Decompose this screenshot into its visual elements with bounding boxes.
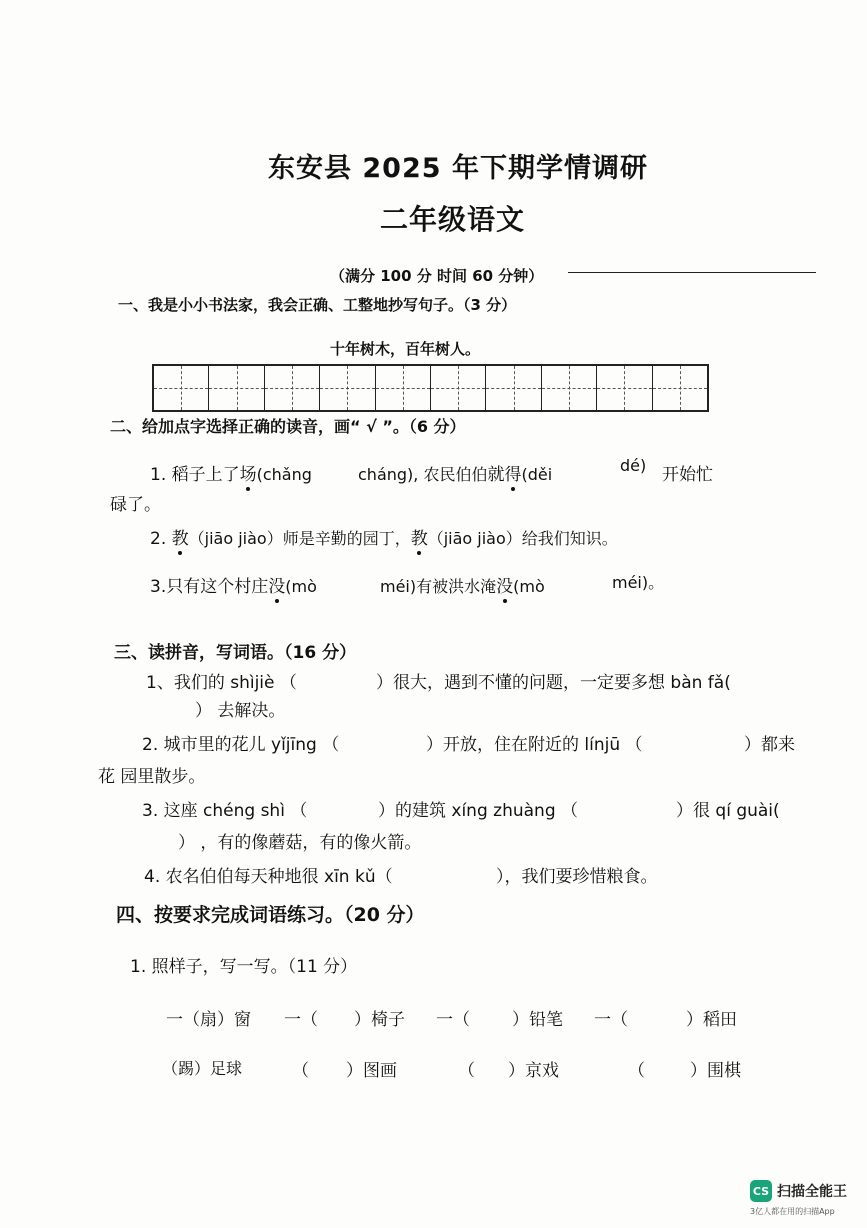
s2-q1-jiu: 就	[487, 465, 505, 485]
s2-q2-options-a[interactable]: （jiāo jiào）师是辛勤的园丁，	[188, 529, 411, 548]
s2-q3-option-b[interactable]: méi)有被洪水淹	[380, 577, 497, 596]
s2-q2-num: 2.	[150, 529, 167, 549]
s2-q1-line	[150, 460, 312, 485]
s3-q2-a: 2. 城市里的花儿 yǐjīng （	[142, 735, 340, 755]
grid-cell[interactable]	[542, 366, 597, 410]
s3-q2-continuation: 花 园里散步。	[98, 767, 206, 787]
s2-q2-options-b[interactable]: （jiāo jiào）给我们知识。	[427, 529, 618, 548]
s3-q2-b: ）开放，住在附近的 línjū （	[426, 735, 643, 755]
s4-q1-heading: 1. 照样子，写一写。（11 分）	[130, 957, 358, 977]
watermark-brand: 扫描全能王	[777, 1184, 847, 1200]
s2-q1-option-c[interactable]: (děi	[521, 465, 553, 484]
s3-q4-b: ），我们要珍惜粮食。	[496, 867, 658, 887]
s2-q2-dotted-char: 教	[171, 529, 189, 549]
s2-q2-dotted-char2: 教	[410, 529, 428, 549]
s2-q1-continuation: 碌了。	[110, 495, 161, 515]
section4-heading: 四、按要求完成词语练习。（20 分）	[116, 904, 425, 926]
s2-q1-text-a: 1. 稻子上了	[150, 465, 240, 485]
s3-q3-continuation: ） ，有的像蘑菇，有的像火箭。	[178, 833, 422, 853]
s2-q3-line-b	[380, 572, 545, 597]
s3-q3-c: ）很 qí guài(	[676, 801, 780, 821]
grid-cell[interactable]	[209, 366, 264, 410]
grid-cell[interactable]	[154, 366, 209, 410]
grid-cell[interactable]	[376, 366, 431, 410]
grid-cell[interactable]	[597, 366, 652, 410]
s4-r2-open-1: （	[292, 1061, 309, 1081]
s2-q3-line	[150, 572, 317, 597]
section2-heading: 二、给加点字选择正确的读音，画“ √ ”。（6 分）	[110, 417, 466, 436]
grid-cell[interactable]	[653, 366, 707, 410]
s3-q4-a: 4. 农名伯伯每天种地很 xīn kǔ（	[144, 867, 393, 887]
exam-title: 东安县 2025 年下期学情调研	[268, 153, 648, 184]
s3-q1-b: ）很大，遇到不懂的问题，一定要多想 bàn fǎ(	[376, 673, 731, 693]
writing-grid[interactable]	[152, 364, 709, 412]
s2-q1-option-a[interactable]: (chǎng	[256, 465, 312, 484]
s2-q3-option-d[interactable]: méi)。	[612, 573, 665, 592]
s4-example-1: 一（扇）窗	[166, 1010, 251, 1030]
camscanner-logo-icon: CS	[750, 1180, 772, 1202]
s4-r1-open-1: 一（	[284, 1010, 318, 1030]
s2-q1-option-d[interactable]: dé)	[620, 456, 647, 475]
s4-r2-open-3: （	[628, 1061, 645, 1081]
exam-subtitle: 二年级语文	[380, 203, 526, 236]
header-rule	[568, 272, 816, 273]
grid-cell[interactable]	[265, 366, 320, 410]
s4-r2-item-3: ）围棋	[690, 1061, 741, 1081]
s3-q2-c: ）都来	[744, 735, 795, 755]
s3-q1-continuation: ） 去解决。	[195, 701, 286, 721]
s2-q3-text-a: 3.只有这个村庄	[150, 577, 269, 597]
s2-q1-text-g: 开始忙	[662, 465, 713, 485]
copy-sentence: 十年树木，百年树人。	[330, 340, 481, 358]
s4-r2-open-2: （	[458, 1061, 475, 1081]
section1-heading: 一、我是小小书法家，我会正确、工整地抄写句子。（3 分）	[118, 296, 517, 314]
s2-q1-line-b	[358, 460, 552, 485]
s4-example-2: （踢）足球	[162, 1059, 243, 1078]
s2-q1-dotted-char2: 得	[504, 465, 522, 485]
s4-r1-open-2: 一（	[436, 1010, 470, 1030]
s2-q3-option-a[interactable]: (mò	[285, 577, 317, 596]
watermark-tagline: 3亿人都在用的扫描App	[750, 1207, 835, 1216]
s2-q3-option-c[interactable]: (mò	[513, 577, 545, 596]
s4-r1-item-2: ）铅笔	[512, 1010, 563, 1030]
section3-heading: 三、读拼音，写词语。（16 分）	[114, 643, 357, 663]
s3-q1-a: 1、我们的 shìjiè （	[146, 673, 297, 693]
s4-r2-item-2: ）京戏	[508, 1061, 559, 1081]
s4-r1-item-1: ）椅子	[354, 1010, 405, 1030]
s4-r1-item-3: ）稻田	[686, 1010, 737, 1030]
grid-cell[interactable]	[320, 366, 375, 410]
grid-cell[interactable]	[431, 366, 486, 410]
s4-r1-open-3: 一（	[594, 1010, 628, 1030]
score-info: （满分 100 分 时间 60 分钟）	[330, 267, 544, 285]
s3-q3-a: 3. 这座 chéng shì （	[142, 801, 308, 821]
s4-r2-item-1: ）图画	[346, 1061, 397, 1081]
s3-q3-b: ）的建筑 xíng zhuàng （	[378, 801, 579, 821]
s2-q3-dotted-char2: 没	[496, 577, 514, 597]
s2-q1-dotted-char: 场	[239, 465, 257, 485]
s2-q3-dotted-char: 没	[268, 577, 286, 597]
s2-q2-line	[150, 524, 618, 549]
grid-cell[interactable]	[486, 366, 541, 410]
s2-q1-option-b[interactable]: cháng), 农民伯伯	[358, 465, 488, 484]
